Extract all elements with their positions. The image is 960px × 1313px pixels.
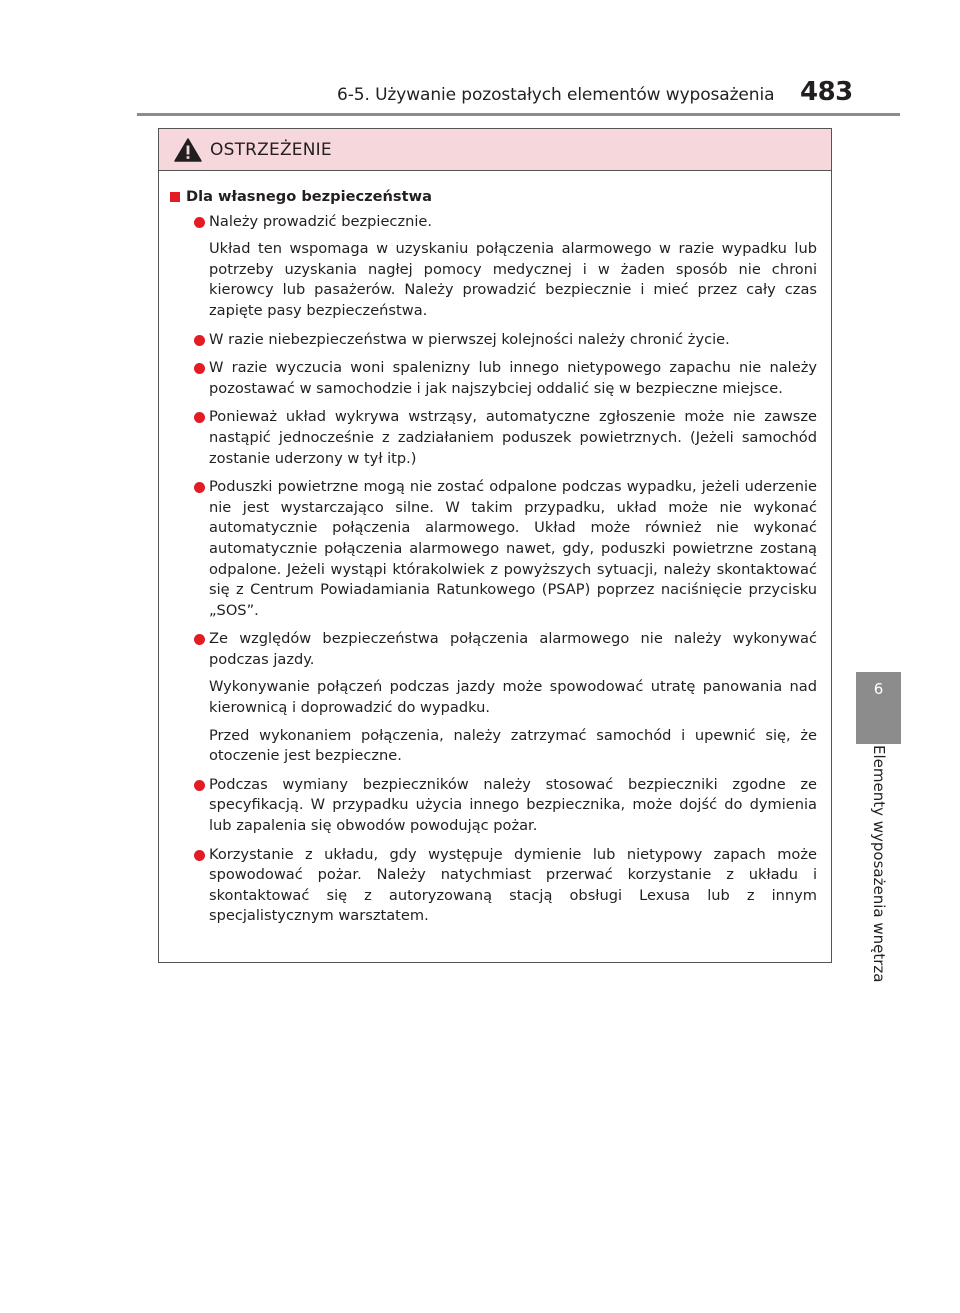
item-text: W razie wyczucia woni spalenizny lub innego nietypowego zapachu nie należy pozostawać w samochodzie i jak najszybciej oddalić się w bezpieczne miejsce.: [209, 359, 817, 397]
bullet-dot-icon: [194, 850, 205, 861]
bullet-dot-icon: [194, 363, 205, 374]
chapter-title: Elementy wyposażenia wnętrza: [870, 745, 888, 983]
item-text: Ze względów bezpieczeństwa połączenia alarmowego nie należy wykonywać podczas jazdy.: [209, 630, 817, 668]
list-item: [170, 845, 817, 927]
bullet-dot-icon: [194, 412, 205, 423]
warning-label: OSTRZEŻENIE: [210, 139, 332, 160]
bullet-dot-icon: [194, 335, 205, 346]
section-heading-text: Dla własnego bezpieczeństwa: [186, 188, 432, 205]
item-text: W razie niebezpieczeństwa w pierwszej kolejności należy chronić życie.: [209, 330, 730, 348]
bullet-dot-icon: [194, 482, 205, 493]
bullet-dot-icon: [194, 217, 205, 228]
square-bullet-icon: [170, 192, 180, 202]
list-item: [170, 212, 817, 322]
header-divider: [137, 113, 900, 116]
item-detail: Przed wykonaniem połączenia, należy zatrzymać samochód i upewnić się, że otoczenie jest bezpieczne.: [209, 726, 817, 765]
warning-header: [159, 129, 831, 171]
warning-list: [170, 212, 817, 927]
list-item: [170, 358, 817, 399]
item-text: Poduszki powietrzne mogą nie zostać odpalone podczas wypadku, jeżeli uderzenie nie jest wystarczająco silne. W takim przypadku, układ może nie wykonać automatycznie połączenia alarmowego. Układ może również nie wykonać automatycznie połączenia alarmowego nawet, gdy, poduszki powietrzne zostaną odpalone. Jeżeli wystąpi którakolwiek z powyższych sytuacji, należy skontaktować się z Centrum Powiadamiania Ratunkowego (PSAP) poprzez naciśnięcie przycisku „SOS”.: [209, 478, 817, 619]
page-section-title: 6-5. Używanie pozostałych elementów wyposażenia: [337, 85, 775, 105]
chapter-tab[interactable]: [856, 672, 901, 744]
warning-box: [158, 128, 832, 963]
item-text: Należy prowadzić bezpiecznie.: [209, 212, 433, 230]
item-text: Ponieważ układ wykrywa wstrząsy, automatyczne zgłoszenie może nie zawsze nastąpić jednocześnie z zadziałaniem poduszek powietrznych. (Jeżeli samochód zostanie uderzony w tył itp.): [209, 408, 817, 467]
list-item: [170, 629, 817, 767]
list-item: [170, 407, 817, 469]
item-detail: Wykonywanie połączeń podczas jazdy może spowodować utratę panowania nad kierownicą i doprowadzić do wypadku.: [209, 678, 817, 717]
section-heading: [170, 187, 817, 208]
item-detail: Układ ten wspomaga w uzyskaniu połączenia alarmowego w razie wypadku lub potrzeby uzyskania nagłej pomocy medycznej i w żaden sposób nie chroni kierowcy lub pasażerów. Należy prowadzić bezpiecznie i mieć przez cały czas zapięte pasy bezpieczeństwa.: [209, 240, 817, 319]
warning-body: [159, 171, 831, 927]
page-number: 483: [800, 77, 853, 107]
list-item: [170, 330, 817, 351]
bullet-dot-icon: [194, 780, 205, 791]
warning-triangle-icon: [174, 138, 202, 162]
list-item: [170, 477, 817, 621]
item-text: Podczas wymiany bezpieczników należy stosować bezpieczniki zgodne ze specyfikacją. W przypadku użycia innego bezpiecznika, może dojść do dymienia lub zapalenia się obwodów powodując pożar.: [209, 775, 817, 835]
bullet-dot-icon: [194, 634, 205, 645]
item-text: Korzystanie z układu, gdy występuje dymienie lub nietypowy zapach może spowodować pożar. Należy natychmiast przerwać korzystanie z układu i skontaktować się z autoryzowaną stacją obsługi Lexusa lub z innym specjalistycznym warsztatem.: [209, 845, 817, 925]
chapter-number: 6: [873, 680, 884, 698]
list-item: [170, 775, 817, 837]
